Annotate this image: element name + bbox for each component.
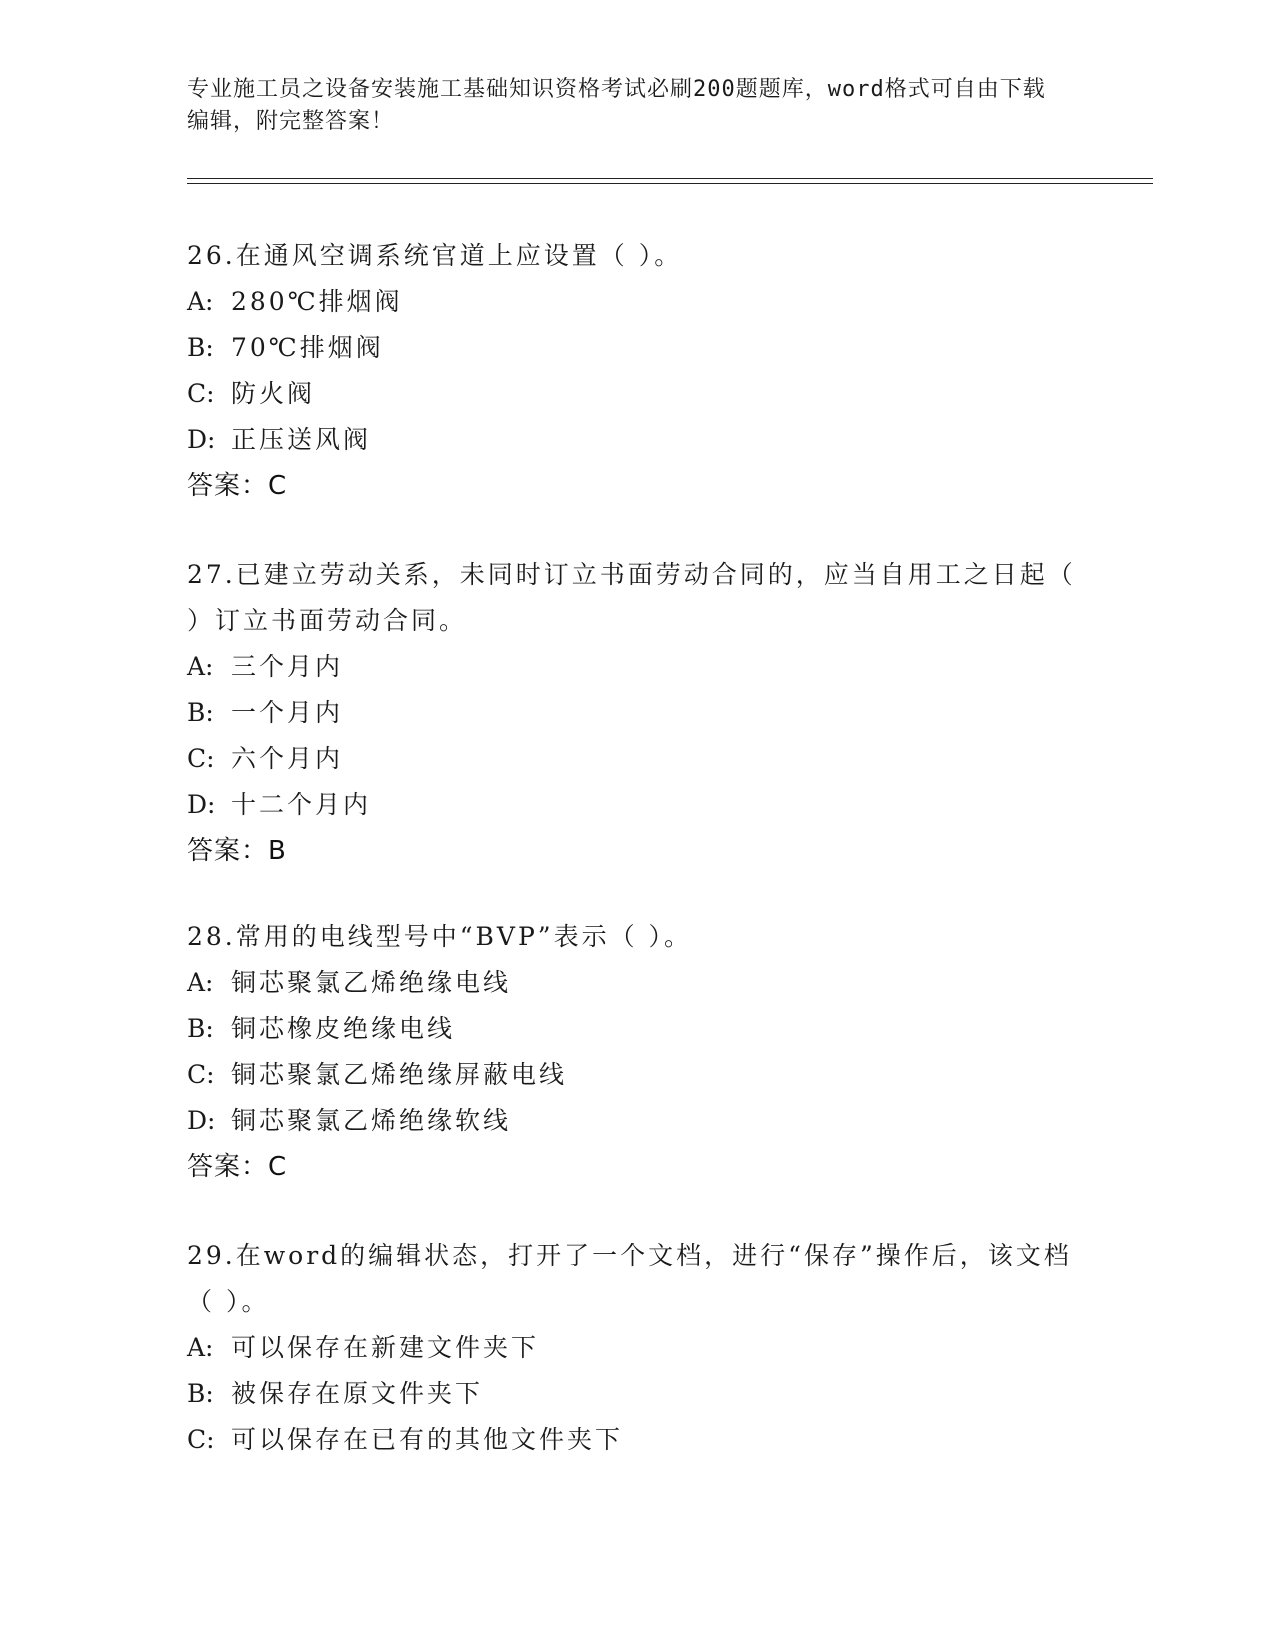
option-c (187, 736, 1087, 782)
option-b (187, 690, 1087, 736)
question-29 (187, 1233, 1087, 1463)
header-divider-top (187, 178, 1153, 179)
option-b (187, 325, 1087, 371)
header-divider-bottom (187, 183, 1153, 184)
option-d (187, 1098, 1087, 1144)
option-b (187, 1006, 1087, 1052)
option-text: 铜芯橡皮绝缘电线 (231, 1014, 456, 1043)
option-text: 一个月内 (231, 698, 344, 727)
option-c (187, 371, 1087, 417)
option-text: 280℃排烟阀 (231, 287, 403, 316)
option-a (187, 1325, 1087, 1371)
option-letter: B: (187, 333, 214, 362)
option-letter: D: (187, 790, 216, 819)
option-d (187, 417, 1087, 463)
answer-line (187, 828, 1087, 874)
option-text: 铜芯聚氯乙烯绝缘软线 (231, 1106, 512, 1135)
option-text: 十二个月内 (231, 790, 372, 819)
option-letter: B: (187, 698, 214, 727)
option-letter: C: (187, 1425, 215, 1454)
option-text: 可以保存在已有的其他文件夹下 (231, 1425, 624, 1454)
option-letter: B: (187, 1379, 214, 1408)
option-text: 可以保存在新建文件夹下 (231, 1333, 540, 1362)
option-c (187, 1052, 1087, 1098)
answer-value: B (268, 836, 287, 866)
question-27 (187, 552, 1087, 874)
option-text: 70℃排烟阀 (231, 333, 384, 362)
option-letter: A: (187, 1333, 214, 1362)
option-letter: C: (187, 379, 215, 408)
option-letter: A: (187, 652, 214, 681)
option-letter: D: (187, 1106, 216, 1135)
option-d (187, 782, 1087, 828)
option-letter: C: (187, 744, 215, 773)
option-a (187, 644, 1087, 690)
answer-label: 答案： (187, 471, 269, 501)
answer-value: C (268, 471, 288, 501)
option-text: 被保存在原文件夹下 (231, 1379, 484, 1408)
option-a (187, 960, 1087, 1006)
option-letter: A: (187, 287, 214, 316)
option-b (187, 1371, 1087, 1417)
option-text: 防火阀 (231, 379, 316, 408)
option-text: 正压送风阀 (231, 425, 372, 454)
option-text: 三个月内 (231, 652, 344, 681)
question-28 (187, 914, 1087, 1190)
answer-label: 答案： (187, 836, 269, 866)
option-text: 铜芯聚氯乙烯绝缘电线 (231, 968, 512, 997)
option-text: 六个月内 (231, 744, 344, 773)
option-c (187, 1417, 1087, 1463)
question-text: 26.在通风空调系统官道上应设置（ ）。 (187, 241, 683, 270)
question-26 (187, 233, 1087, 509)
option-letter: C: (187, 1060, 215, 1089)
option-letter: A: (187, 968, 214, 997)
answer-label: 答案： (187, 1152, 269, 1182)
answer-line (187, 1144, 1087, 1190)
question-text: 27.已建立劳动关系，未同时订立书面劳动合同的，应当自用工之日起（ ）订立书面劳动合同。 (187, 560, 1087, 635)
option-letter: D: (187, 425, 216, 454)
question-text: 29.在word的编辑状态，打开了一个文档，进行“保存”操作后，该文档（ ）。 (187, 1241, 1072, 1316)
document-header: 专业施工员之设备安装施工基础知识资格考试必刷200题题库，word格式可自由下载编辑，附完整答案！ (187, 77, 1046, 134)
option-text: 铜芯聚氯乙烯绝缘屏蔽电线 (231, 1060, 568, 1089)
question-text: 28.常用的电线型号中“BVP”表示（ ）。 (187, 922, 693, 951)
option-a (187, 279, 1087, 325)
answer-value: C (268, 1152, 288, 1182)
option-letter: B: (187, 1014, 214, 1043)
answer-line (187, 463, 1087, 509)
